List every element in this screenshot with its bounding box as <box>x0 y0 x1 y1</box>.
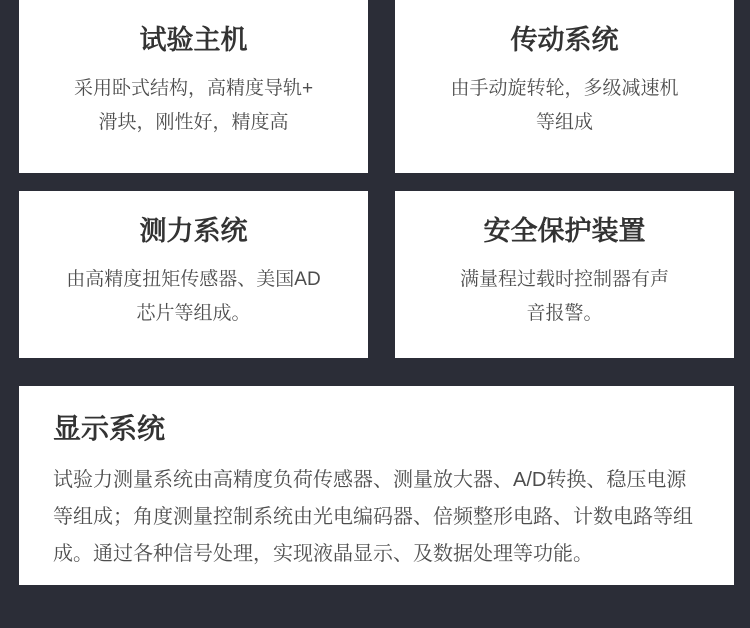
card-transmission-system-content <box>395 0 734 173</box>
body-line: 采用卧式结构，高精度导轨+ <box>73 78 314 100</box>
card-display-system-content <box>19 386 734 573</box>
card-safety-protection-device-body <box>460 263 669 331</box>
card-test-host-body <box>74 72 313 140</box>
body-line: 由高精度扭矩传感器、美国AD <box>66 269 321 291</box>
card-display-system-body <box>53 462 700 573</box>
card-transmission-system-title: 传动系统 <box>510 25 619 55</box>
body-line: 成。通过各种信号处理，实现液晶显示、及数据处理等功能。 <box>53 542 593 565</box>
body-line: 等组成 <box>535 112 593 134</box>
card-safety-protection-device-content <box>395 191 734 358</box>
body-line: 芯片等组成。 <box>136 303 251 325</box>
body-line: 满量程过载时控制器有声 <box>459 269 669 291</box>
body-line: 等组成；角度测量控制系统由光电编码器、倍频整形电路、计数电路等组 <box>53 505 693 528</box>
body-line: 滑块，刚性好，精度高 <box>98 112 289 134</box>
card-force-measurement-system-content <box>19 191 368 358</box>
card-test-host-content <box>19 0 368 173</box>
card-display-system <box>19 386 734 585</box>
card-transmission-system <box>395 0 734 173</box>
body-line: 由手动旋转轮，多级减速机 <box>450 78 679 100</box>
card-transmission-system-body <box>450 72 678 140</box>
card-display-system-title: 显示系统 <box>53 413 166 444</box>
card-test-host <box>19 0 368 173</box>
card-force-measurement-system-body <box>66 263 320 331</box>
body-line: 试验力测量系统由高精度负荷传感器、测量放大器、A/D转换、稳压电源 <box>53 468 687 491</box>
card-test-host-title: 试验主机 <box>139 25 248 55</box>
body-line: 音报警。 <box>526 303 603 325</box>
card-safety-protection-device-title: 安全保护装置 <box>483 216 646 246</box>
card-force-measurement-system <box>19 191 368 358</box>
card-force-measurement-system-title: 测力系统 <box>139 216 248 246</box>
card-safety-protection-device <box>395 191 734 358</box>
